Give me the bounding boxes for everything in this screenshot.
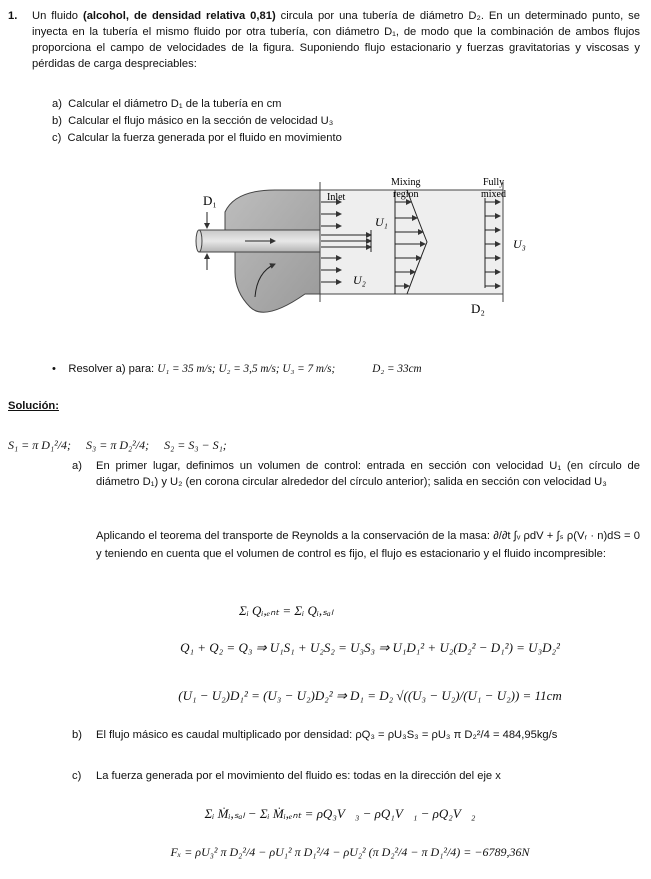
item-letter: c): [52, 132, 62, 144]
part-a-text: En primer lugar, definimos un volumen de control: entrada en sección con velocidad U₁ (en círculo de diámetro D₁) y U₂ (en corona circular alrededor del círculo anterior); salida en sección con velocidad U₃: [96, 460, 640, 488]
label-mixing-1: Mixing: [391, 177, 421, 188]
bullet-values: U₁ = 35 m/s; U₂ = 3,5 m/s; U₃ = 7 m/s;: [157, 363, 336, 375]
label-inlet: Inlet: [327, 192, 346, 203]
solution-heading: Solución:: [8, 400, 59, 412]
bullet-dot: •: [52, 363, 56, 375]
equation-force-result: Fₓ = ρU₃² π D₂²/4 − ρU₁² π D₁²/4 − ρU₂² (π D₂²/4 − π D₁²/4) = −6789,36N: [170, 845, 530, 859]
label-d2: D₂: [471, 301, 485, 316]
label-u1: U₁: [375, 215, 388, 229]
label-u2: U₂: [353, 273, 366, 287]
label-d1: D₁: [203, 193, 217, 208]
bullet-label: Resolver a) para:: [68, 363, 155, 375]
equation-mass-balance: Σᵢ Qᵢ,ₑₙₜ = Σᵢ Qᵢ,ₛₐₗ: [239, 603, 333, 618]
label-fully-2: mixed: [481, 189, 506, 200]
problem-number: 1.: [8, 10, 18, 22]
intro-text-b: circula por una tubería de diámetro D₂. En un determinado punto, se inyecta en la tubería el mismo fluido por otra tubería, con diámetro D₁, de modo que la combinación de ambos flujos proporciona el campo de velocidades de la figura. Suponiendo flujo estacionario y fuerzas gravitatorias y viscosas y pérdidas de carga despreciables:: [32, 10, 640, 70]
item-text: Calcular el flujo másico en la sección de velocidad U₃: [68, 115, 334, 127]
item-a: [52, 96, 282, 112]
label-mixing-2: region: [393, 189, 419, 200]
item-c: [52, 130, 342, 146]
part-c-text: La fuerza generada por el movimiento del fluido es: todas en la dirección del eje x: [96, 770, 501, 782]
item-b: [52, 113, 333, 129]
intro-text-a: Un fluido: [32, 10, 83, 22]
reynolds-text: Aplicando el teorema del transporte de Reynolds a la conservación de la masa: ∂/∂t ∫ᵥ ρdV + ∫ₛ ρ(Vᵣ · n)dS = 0 y teniendo en cuenta que el volumen de control es fijo, el flujo es estacionario y el fluido incompresible:: [96, 530, 640, 560]
resolve-bullet: [52, 361, 632, 377]
pipe-flow-figure: [195, 172, 535, 322]
part-c-letter: c): [72, 770, 82, 782]
area-definitions: S₁ = π D₁²/4; S₃ = π D₂²/4; S₂ = S₃ − S₁;: [8, 438, 227, 452]
intro-text-bold: (alcohol, de densidad relativa 0,81): [82, 10, 276, 22]
item-letter: a): [52, 98, 62, 110]
part-b-letter: b): [72, 729, 82, 741]
problem-statement: [32, 8, 640, 72]
part-a-letter: a): [72, 460, 82, 472]
item-text: Calcular el diámetro D₁ de la tubería en cm: [68, 98, 282, 110]
label-fully-1: Fully: [483, 177, 505, 188]
label-u3: U₃: [513, 237, 526, 251]
equation-flow-sum: Q₁ + Q₂ = Q₃ ⇒ U₁S₁ + U₂S₂ = U₃S₃ ⇒ U₁D₁² + U₂(D₂² − D₁²) = U₃D₂²: [180, 640, 560, 655]
item-text: Calcular la fuerza generada por el fluido en movimiento: [67, 132, 342, 144]
main-duct: [320, 190, 503, 294]
equation-momentum-balance: Σᵢ Ṁᵢ,ₛₐₗ − Σᵢ Ṁᵢ,ₑₙₜ = ρQ₃V⃗₃ − ρQ₁V⃗₁ − ρQ₂V⃗₂: [204, 806, 476, 821]
part-b-text: El flujo másico es caudal multiplicado por densidad: ρQ₃ = ρU₃S₃ = ρU₃ π D₂²/4 = 484,95kg/s: [96, 729, 558, 741]
item-letter: b): [52, 115, 62, 127]
equation-d1-result: (U₁ − U₂)D₁² = (U₃ − U₂)D₂² ⇒ D₁ = D₂ √((U₃ − U₂)/(U₁ − U₂)) = 11cm: [178, 688, 562, 703]
bullet-d2: D₂ = 33cm: [372, 363, 422, 375]
